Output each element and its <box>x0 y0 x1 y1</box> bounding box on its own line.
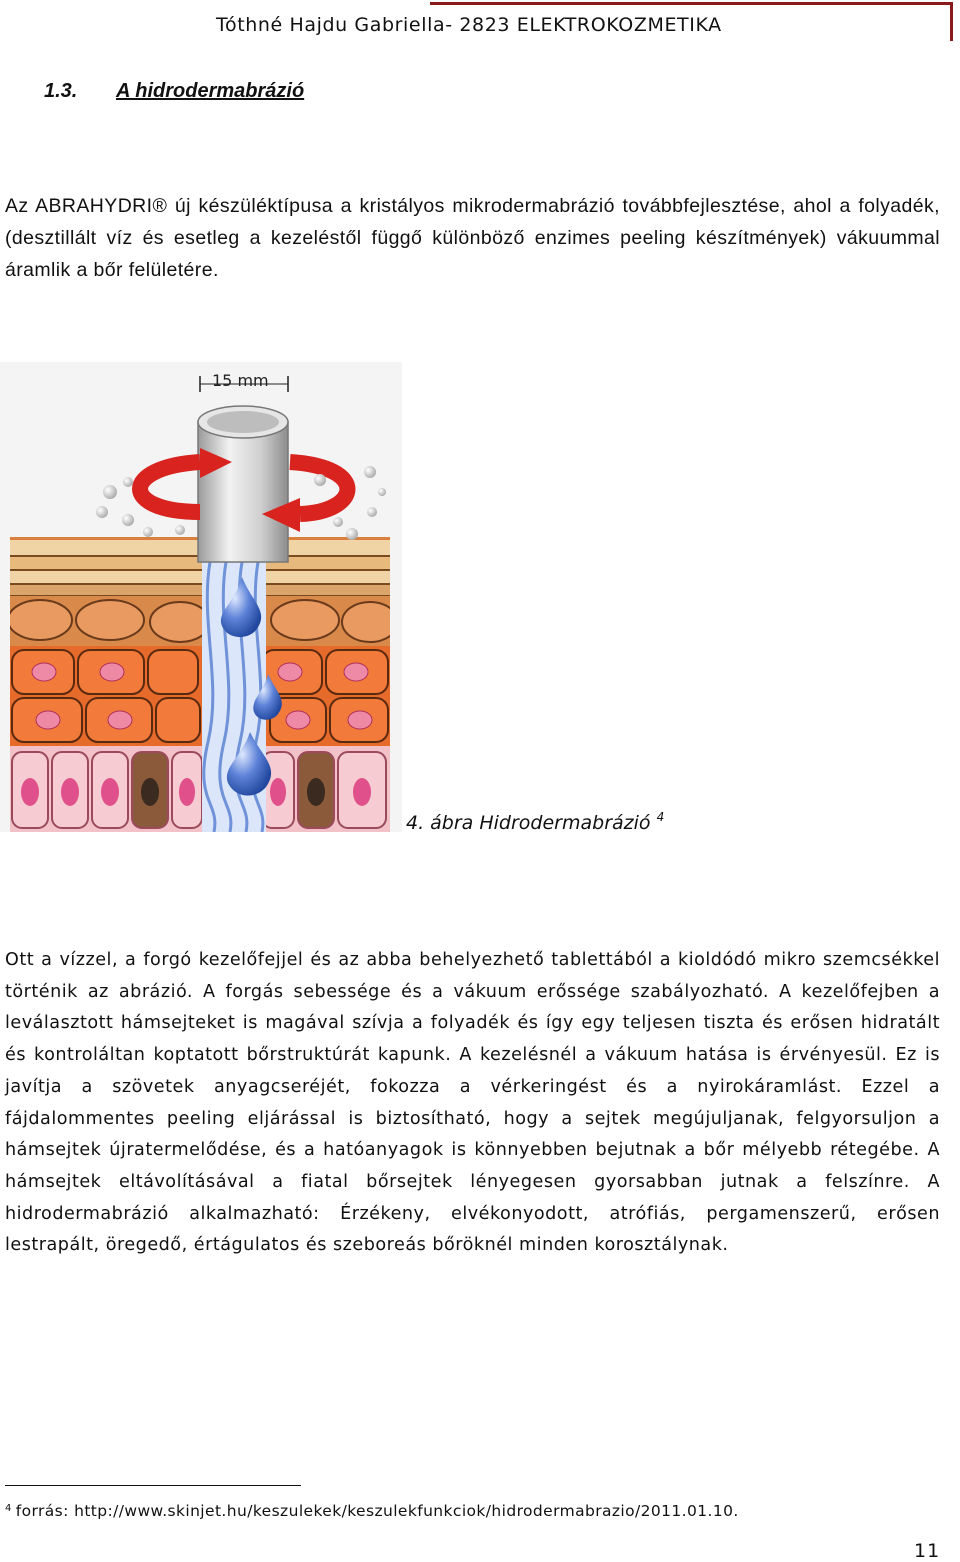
intro-paragraph: Az ABRAHYDRI® új készüléktípusa a kristályos mikrodermabrázió továbbfejlesztése, ahol a folyadék, (desztillált víz és esetleg a kezeléstől függő különböző enzimes peeling készítmények) vákuummal áramlik a bőr felületére. <box>5 195 940 281</box>
page-number: 11 <box>914 1540 941 1562</box>
body-paragraph: Ott a vízzel, a forgó kezelőfejjel és az abba behelyezhető tablettából a kioldódó mikro szemcsékkel történik az abrázió. A forgás sebessége és a vákuum erőssége szabályozható. A kezelőfejben a leválasztott hámsejteket is magával szívja a folyadék és így egy teljesen tiszta és erősen hidratált és kontroláltan koptatott bőrstruktúrát kapunk. A kezelésnél a vákuum hatása is érvényesül. Ez is javítja a szövetek anyagcseréjét, fokozza a vérkeringést és a nyirokáramlást. Ezzel a fájdalommentes peeling eljárással is biztosítható, hogy a sejtek megújuljanak, felgyorsuljon a hámsejtek újratermelődése, és a hatóanyagok is könnyebben bejutnak a bőr mélyebb rétegébe. A hámsejtek eltávolításával a fiatal bőrsejtek lényegesen gyorsabban jutnak a felszínre. A hidrodermabrázió alkalmazható: Érzékeny, elvékonyodott, atrófiás, pergamenszerű, erősen lestrapált, öregedő, értágulatos és szeboreás bőröknél minden korosztálynak. <box>5 950 940 1256</box>
footnote-text: forrás: http://www.skinjet.hu/keszulekek/keszulekfunkciok/hidrodermabrazio/2011.01.10. <box>15 1502 739 1520</box>
footnote <box>5 1502 739 1520</box>
section-title: A hidrodermabrázió <box>116 80 305 102</box>
figure-caption: 4. ábra Hidrodermabrázió $^4$ <box>406 810 665 834</box>
dimension-label: 15 mm <box>212 371 269 390</box>
skin-layers-illustration <box>0 362 402 832</box>
tissue-layers <box>8 537 398 832</box>
section-number: 1.3. <box>44 80 78 102</box>
caption-footnote-ref: 4 <box>656 810 665 824</box>
treatment-head <box>198 422 288 562</box>
running-header: Tóthné Hajdu Gabriella- 2823 ELEKTROKOZMETIKA <box>216 14 722 36</box>
hydrodermabrasion-figure <box>0 362 402 832</box>
section-heading <box>44 80 304 103</box>
footnote-rule <box>5 1485 301 1486</box>
footnote-marker: 4 <box>5 1503 12 1514</box>
